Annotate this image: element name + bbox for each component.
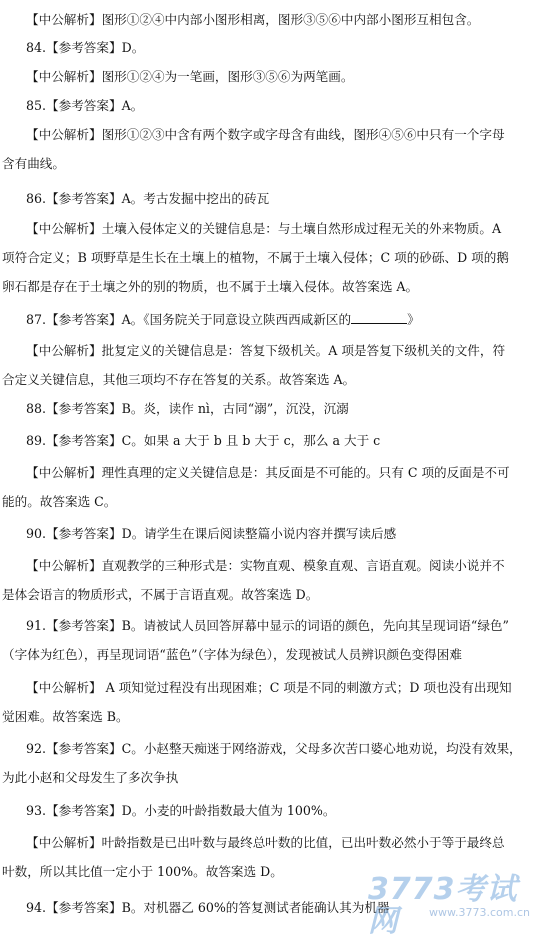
text-line: 含有曲线。 — [2, 156, 65, 171]
answer-line: 88.【参考答案】B。炎，读作 nì，古同“溺”，沉没，沉溺 — [26, 401, 349, 416]
text-line: 【中公解析】理性真理的定义关键信息是：其反面是不可能的。只有 C 项的反面是不可 — [26, 465, 510, 480]
text-line: 能的。故答案选 C。 — [2, 494, 117, 509]
text-line: 卵石都是存在于土壤之外的别的物质，也不属于土壤入侵体。故答案选 A。 — [2, 279, 419, 294]
text-line: 合定义关键信息，其他三项均不存在答复的关系。故答案选 A。 — [2, 372, 356, 387]
answer-line: 86.【参考答案】A。考古发掘中挖出的砖瓦 — [26, 191, 270, 206]
watermark-url: www.3773.com.cn — [429, 906, 530, 919]
text-line: 叶数，所以其比值一定小于 100%。故答案选 D。 — [2, 864, 283, 879]
text-line: 【中公解析】直观教学的三种形式是：实物直观、模象直观、言语直观。阅读小说并不 — [26, 558, 505, 573]
fill-blank — [351, 311, 407, 324]
text-line: 觉困难。故答案选 B。 — [2, 709, 129, 724]
text-line: 【中公解析】叶龄指数是已出叶数与最终总叶数的比值，已出叶数必然小于等于最终总 — [26, 835, 505, 850]
answer-line: 92.【参考答案】C。小赵整天痴迷于网络游戏，父母多次苦口婆心地劝说，均没有效果， — [26, 741, 522, 756]
answer-text-end: 》 — [407, 312, 420, 327]
answer-line: 89.【参考答案】C。如果 a 大于 b 且 b 大于 c，那么 a 大于 c — [26, 433, 381, 448]
answer-line: 84.【参考答案】D。 — [26, 40, 145, 55]
answer-line: 90.【参考答案】D。请学生在课后阅读整篇小说内容并撰写读后感 — [26, 526, 397, 541]
answer-line: 93.【参考答案】D。小麦的叶龄指数最大值为 100%。 — [26, 803, 336, 818]
answer-line: 94.【参考答案】B。对机器乙 60%的答复测试者能确认其为机器 — [26, 900, 390, 915]
text-line: （字体为红色），再呈现词语“蓝色”（字体为绿色），发现被试人员辨识颜色变得困难 — [2, 647, 462, 662]
text-line: 【中公解析】 A 项知觉过程没有出现困难；C 项是不同的刺激方式；D 项也没有出现知 — [26, 680, 512, 695]
text-line: 项符合定义；B 项野草是生长在土壤上的植物，不属于土壤入侵体；C 项的砂砾、D 项的鹅 — [2, 250, 509, 265]
text-line: 【中公解析】土壤入侵体定义的关键信息是：与土壤自然形成过程无关的外来物质。A — [26, 221, 502, 236]
text-line: 【中公解析】图形①②③中含有两个数字或字母含有曲线，图形④⑤⑥中只有一个字母 — [26, 127, 505, 142]
text-line: 【中公解析】图形①②④为一笔画，图形③⑤⑥为两笔画。 — [26, 69, 354, 84]
answer-line: 85.【参考答案】A。 — [26, 98, 144, 113]
text-line: 【中公解析】图形①②④中内部小图形相离，图形③⑤⑥中内部小图形互相包含。 — [26, 12, 480, 27]
answer-text: 87.【参考答案】A。《国务院关于同意设立陕西西咸新区的 — [26, 312, 352, 327]
answer-line — [0, 306, 554, 333]
site-watermark — [368, 872, 548, 939]
watermark-logo: 3773考试网 — [368, 872, 518, 939]
text-line: 是体会语言的物质形式，不属于言语直观。故答案选 D。 — [2, 587, 319, 602]
text-line: 【中公解析】批复定义的关键信息是：答复下级机关。A 项是答复下级机关的文件，符 — [26, 343, 506, 358]
answer-line: 91.【参考答案】B。请被试人员回答屏幕中显示的词语的颜色，先向其呈现词语“绿色” — [26, 618, 509, 633]
text-line: 为此小赵和父母发生了多次争执 — [2, 770, 179, 785]
